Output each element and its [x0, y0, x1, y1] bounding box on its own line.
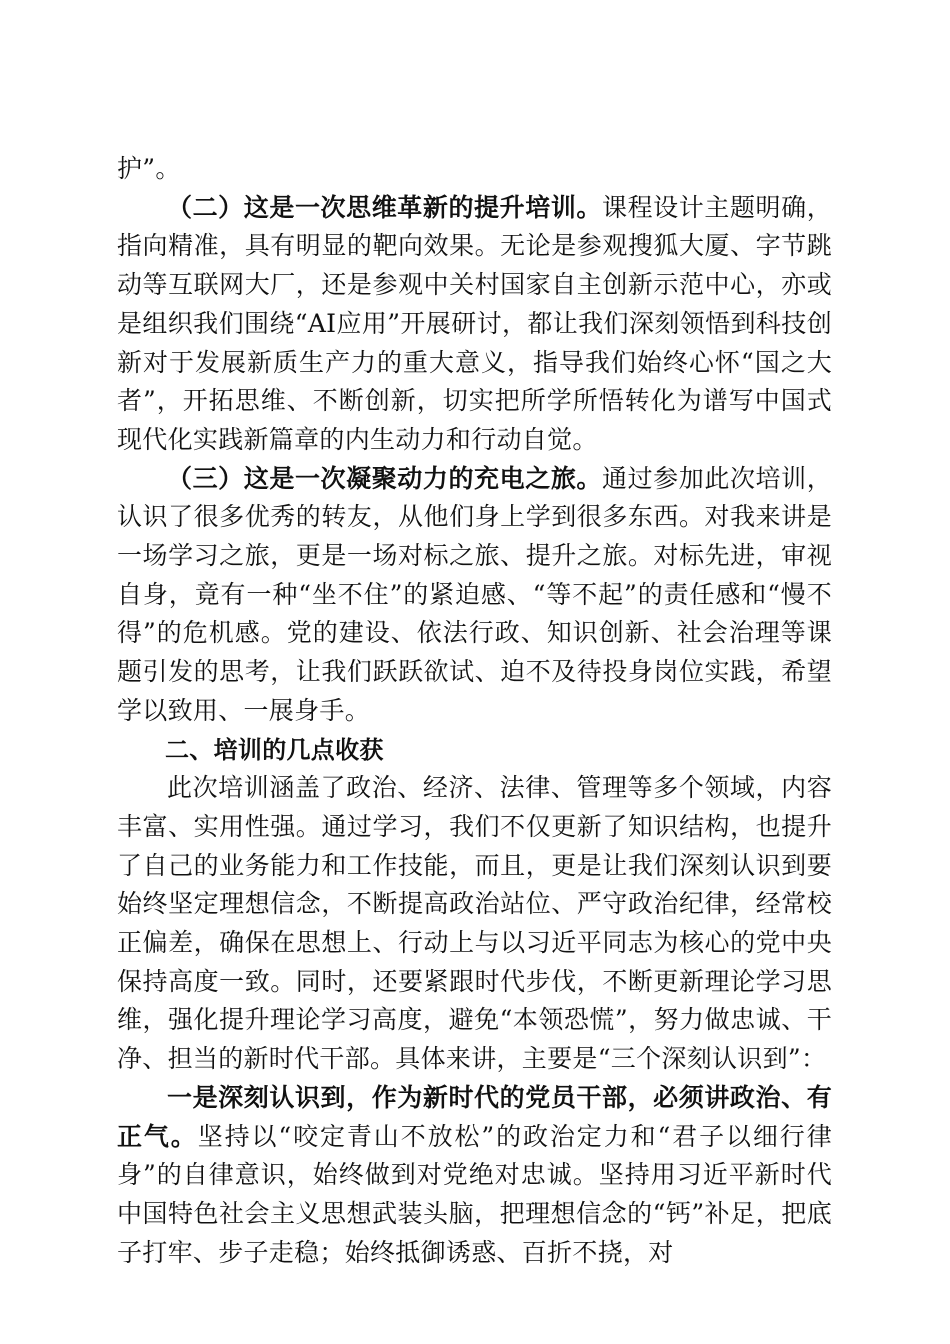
- paragraph-text: 此次培训涵盖了政治、经济、法律、管理等多个领域，内容丰富、实用性强。通过学习，我们不仅更新了知识结构，也提升了自己的业务能力和工作技能，而且，更是让我们深刻认识到要始终坚定理想信念，不断提高政治站位、严守政治纪律，经常校正偏差，确保在思想上、行动上与以习近平同志为核心的党中央保持高度一致。同时，还要紧跟时代步伐，不断更新理论学习思维，强化提升理论学习高度，避免“本领恐慌”，努力做忠诚、干净、担当的新时代干部。具体来讲，主要是“三个深刻认识到”：: [117, 773, 832, 1074]
- paragraph-lead: （三）这是一次凝聚动力的充电之旅。: [167, 463, 602, 493]
- document-body: [117, 150, 832, 1272]
- paragraph-text: 坚持以“咬定青山不放松”的政治定力和“君子以细行律身”的自律意识，始终做到对党绝对忠诚。坚持用习近平新时代中国特色社会主义思想武装头脑，把理想信念的“钙”补足，把底子打牢、步子走稳；始终抵御诱惑、百折不挠，对: [117, 1121, 832, 1267]
- paragraph-text: 课程设计主题明确，指向精准，具有明显的靶向效果。无论是参观搜狐大厦、字节跳动等互联网大厂，还是参观中关村国家自主创新示范中心，亦或是组织我们围绕“AI应用”开展研讨，都让我们深刻领悟到科技创新对于发展新质生产力的重大意义，指导我们始终心怀“国之大者”，开拓思维、不断创新，切实把所学所悟转化为谱写中国式现代化实践新篇章的内生动力和行动自觉。: [117, 192, 833, 454]
- paragraph-thinking-training: [117, 189, 832, 460]
- paragraph-continuation: [117, 150, 832, 189]
- paragraph-text: 通过参加此次培训，认识了很多优秀的转友，从他们身上学到很多东西。对我来讲是一场学习之旅，更是一场对标之旅、提升之旅。对标先进，审视自身，竟有一种“坐不住”的紧迫感、“等不起”的责任感和“慢不得”的危机感。党的建设、依法行政、知识创新、社会治理等课题引发的思考，让我们跃跃欲试、迫不及待投身岗位实践，希望学以致用、一展身手。: [117, 463, 833, 725]
- paragraph-first-recognition: [117, 1079, 832, 1273]
- paragraph-lead: （二）这是一次思维革新的提升培训。: [167, 192, 602, 222]
- paragraph-continuation-text: 护”。: [117, 154, 181, 183]
- paragraph-charging-journey: [117, 460, 832, 731]
- paragraph-training-gains: [117, 769, 832, 1079]
- paragraph-lead: 一是深刻认识到，作为新时代的党员干部，必须讲政治、有正气。: [117, 1082, 832, 1151]
- section-heading: 二、培训的几点收获: [165, 735, 384, 764]
